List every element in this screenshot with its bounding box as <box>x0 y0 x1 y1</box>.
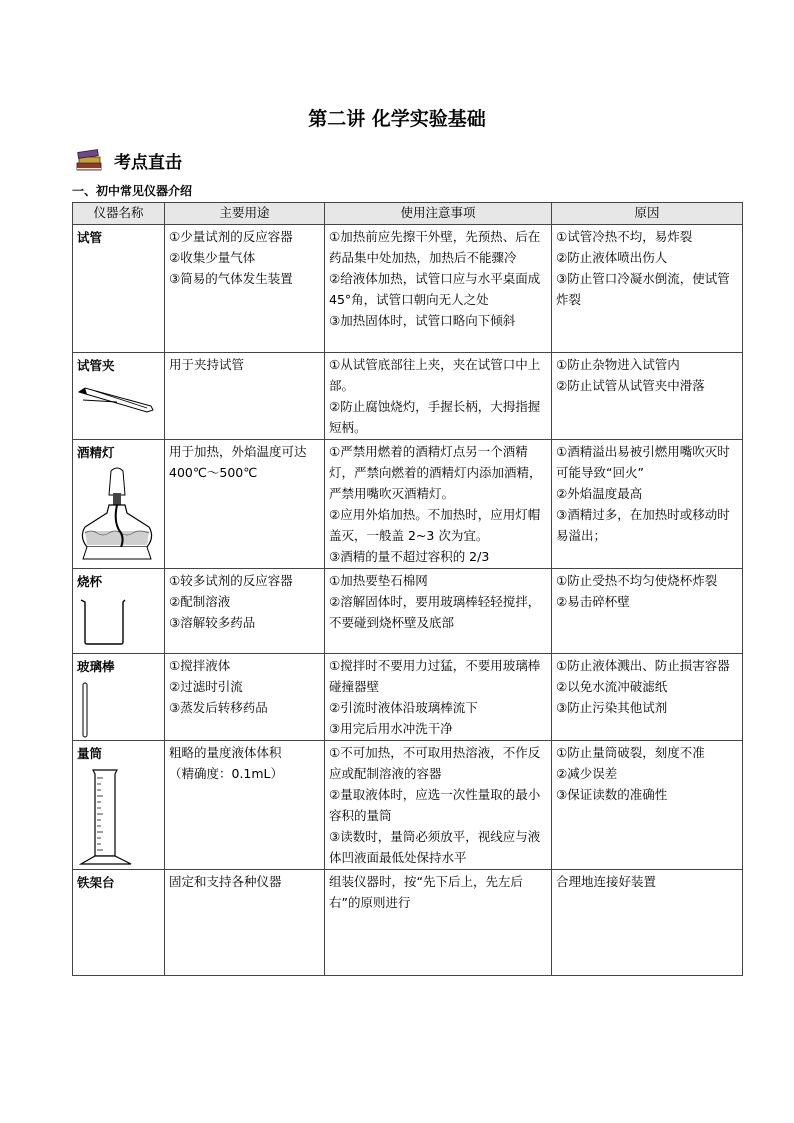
note-item: ③用完后用水冲洗干净 <box>329 721 453 736</box>
reason-item: ②易击碎杯壁 <box>556 594 630 609</box>
reason-item: ②以免水流冲破滤纸 <box>556 679 668 694</box>
use-cell <box>165 654 325 741</box>
reason-item: ①防止量筒破裂，刻度不准 <box>556 745 705 760</box>
reason-item: 合理地连接好装置 <box>556 874 657 889</box>
instrument-name: 铁架台 <box>77 875 115 890</box>
note-item: ①不可加热，不可取用热溶液，不作反应或配制溶液的容器 <box>329 745 541 781</box>
books-icon <box>74 147 104 173</box>
use-item: ③简易的气体发生装置 <box>169 271 293 286</box>
table-row <box>73 569 743 654</box>
note-item: ②防止腐蚀烧灼，手握长柄，大拇指握短柄。 <box>329 399 541 435</box>
table-row <box>73 741 743 870</box>
reason-cell <box>552 225 743 353</box>
instrument-cell <box>73 654 165 741</box>
note-item: ②应用外焰加热。不加热时，应用灯帽盖灭，一般盖 2~3 次为宜。 <box>329 507 541 543</box>
use-cell <box>165 741 325 870</box>
instrument-name: 烧杯 <box>77 574 103 589</box>
use-cell <box>165 870 325 976</box>
notes-cell <box>325 654 552 741</box>
instrument-cell <box>73 870 165 976</box>
instrument-cell <box>73 440 165 569</box>
table-row <box>73 225 743 353</box>
note-item: ②引流时液体沿玻璃棒流下 <box>329 700 478 715</box>
reason-item: ①防止受热不均匀使烧杯炸裂 <box>556 573 718 588</box>
instrument-name: 玻璃棒 <box>77 659 115 674</box>
use-item: ①搅拌液体 <box>169 658 231 673</box>
reason-cell <box>552 353 743 440</box>
table-row <box>73 353 743 440</box>
glass-rod-illustration <box>77 681 97 739</box>
alcohol-lamp-illustration <box>77 467 157 563</box>
reason-item: ③防止管口冷凝水倒流，使试管炸裂 <box>556 271 730 307</box>
note-item: ②量取液体时，应选一次性量取的最小容积的量筒 <box>329 787 541 823</box>
table-row <box>73 870 743 976</box>
note-item: ①加热前应先擦干外壁，先预热、后在药品集中处加热，加热后不能骤冷 <box>329 229 541 265</box>
instrument-name: 试管 <box>77 230 103 245</box>
column-header: 仪器名称 <box>73 203 165 225</box>
reason-item: ②减少误差 <box>556 766 618 781</box>
notes-cell <box>325 741 552 870</box>
use-item: 固定和支持各种仪器 <box>169 874 282 889</box>
note-item: ③酒精的量不超过容积的 2/3 <box>329 549 490 564</box>
reason-item: ③防止污染其他试剂 <box>556 700 668 715</box>
reason-item: ①酒精溢出易被引燃用嘴吹灭时可能导致“回火” <box>556 444 730 480</box>
instrument-cell <box>73 741 165 870</box>
instrument-cell <box>73 225 165 353</box>
test-tube-holder-illustration <box>77 380 157 420</box>
notes-cell <box>325 569 552 654</box>
use-item: 用于夹持试管 <box>169 357 245 372</box>
use-item: ①较多试剂的反应容器 <box>169 573 293 588</box>
reason-item: ②防止试管从试管夹中滑落 <box>556 378 705 393</box>
instrument-cell <box>73 353 165 440</box>
notes-cell <box>325 440 552 569</box>
use-item: 粗略的量度液体体积 <box>169 745 282 760</box>
notes-cell <box>325 225 552 353</box>
use-item: ①少量试剂的反应容器 <box>169 229 293 244</box>
reason-cell <box>552 654 743 741</box>
reason-cell <box>552 870 743 976</box>
instrument-name: 量筒 <box>77 746 103 761</box>
table-row <box>73 440 743 569</box>
subsection-title: 一、初中常见仪器介绍 <box>72 184 193 198</box>
use-cell <box>165 225 325 353</box>
note-item: ①加热要垫石棉网 <box>329 573 428 588</box>
column-header: 主要用途 <box>165 203 325 225</box>
section-heading <box>74 146 182 174</box>
use-item: 用于加热，外焰温度可达 400℃～500℃ <box>169 444 307 480</box>
reason-item: ②外焰温度最高 <box>556 486 643 501</box>
reason-item: ①试管冷热不均，易炸裂 <box>556 229 693 244</box>
use-cell <box>165 440 325 569</box>
section-title: 考点直击 <box>114 152 182 173</box>
use-cell <box>165 353 325 440</box>
table-row <box>73 654 743 741</box>
note-item: ①搅拌时不要用力过猛，不要用玻璃棒碰撞器壁 <box>329 658 541 694</box>
instrument-name: 试管夹 <box>77 358 115 373</box>
table-header-row <box>73 203 743 225</box>
instrument-cell <box>73 569 165 654</box>
page-title: 第二讲 化学实验基础 <box>308 108 486 130</box>
reason-cell <box>552 569 743 654</box>
column-header: 使用注意事项 <box>325 203 552 225</box>
note-item: ①从试管底部往上夹，夹在试管口中上部。 <box>329 357 541 393</box>
use-item: ②过滤时引流 <box>169 679 243 694</box>
note-item: ①严禁用燃着的酒精灯点另一个酒精灯，严禁向燃着的酒精灯内添加酒精，严禁用嘴吹灭酒精灯。 <box>329 444 542 501</box>
reason-cell <box>552 741 743 870</box>
note-item: ②溶解固体时，要用玻璃棒轻轻搅拌，不要碰到烧杯壁及底部 <box>329 594 541 630</box>
use-item: ③溶解较多药品 <box>169 615 256 630</box>
use-cell <box>165 569 325 654</box>
notes-cell <box>325 353 552 440</box>
column-header: 原因 <box>552 203 743 225</box>
note-item: ③读数时，量筒必须放平，视线应与液体凹液面最低处保持水平 <box>329 829 541 865</box>
note-item: ②给液体加热，试管口应与水平桌面成 45°角，试管口朝向无人之处 <box>329 271 541 307</box>
use-item: ②收集少量气体 <box>169 250 256 265</box>
note-item: 组装仪器时，按“先下后上，先左后右”的原则进行 <box>329 874 523 910</box>
note-item: ③加热固体时，试管口略向下倾斜 <box>329 313 516 328</box>
graduated-cylinder-illustration <box>77 768 137 868</box>
notes-cell <box>325 870 552 976</box>
reason-item: ③酒精过多，在加热时或移动时易溢出； <box>556 507 730 543</box>
instrument-table <box>72 202 743 976</box>
reason-item: ③保证读数的准确性 <box>556 787 668 802</box>
beaker-illustration <box>77 596 137 646</box>
use-item: ②配制溶液 <box>169 594 231 609</box>
reason-item: ②防止液体喷出伤人 <box>556 250 668 265</box>
use-item: ③蒸发后转移药品 <box>169 700 268 715</box>
instrument-name: 酒精灯 <box>77 445 115 460</box>
reason-item: ①防止杂物进入试管内 <box>556 357 680 372</box>
reason-item: ①防止液体溅出、防止损害容器 <box>556 658 730 673</box>
use-item: （精确度：0.1mL） <box>169 766 284 781</box>
reason-cell <box>552 440 743 569</box>
